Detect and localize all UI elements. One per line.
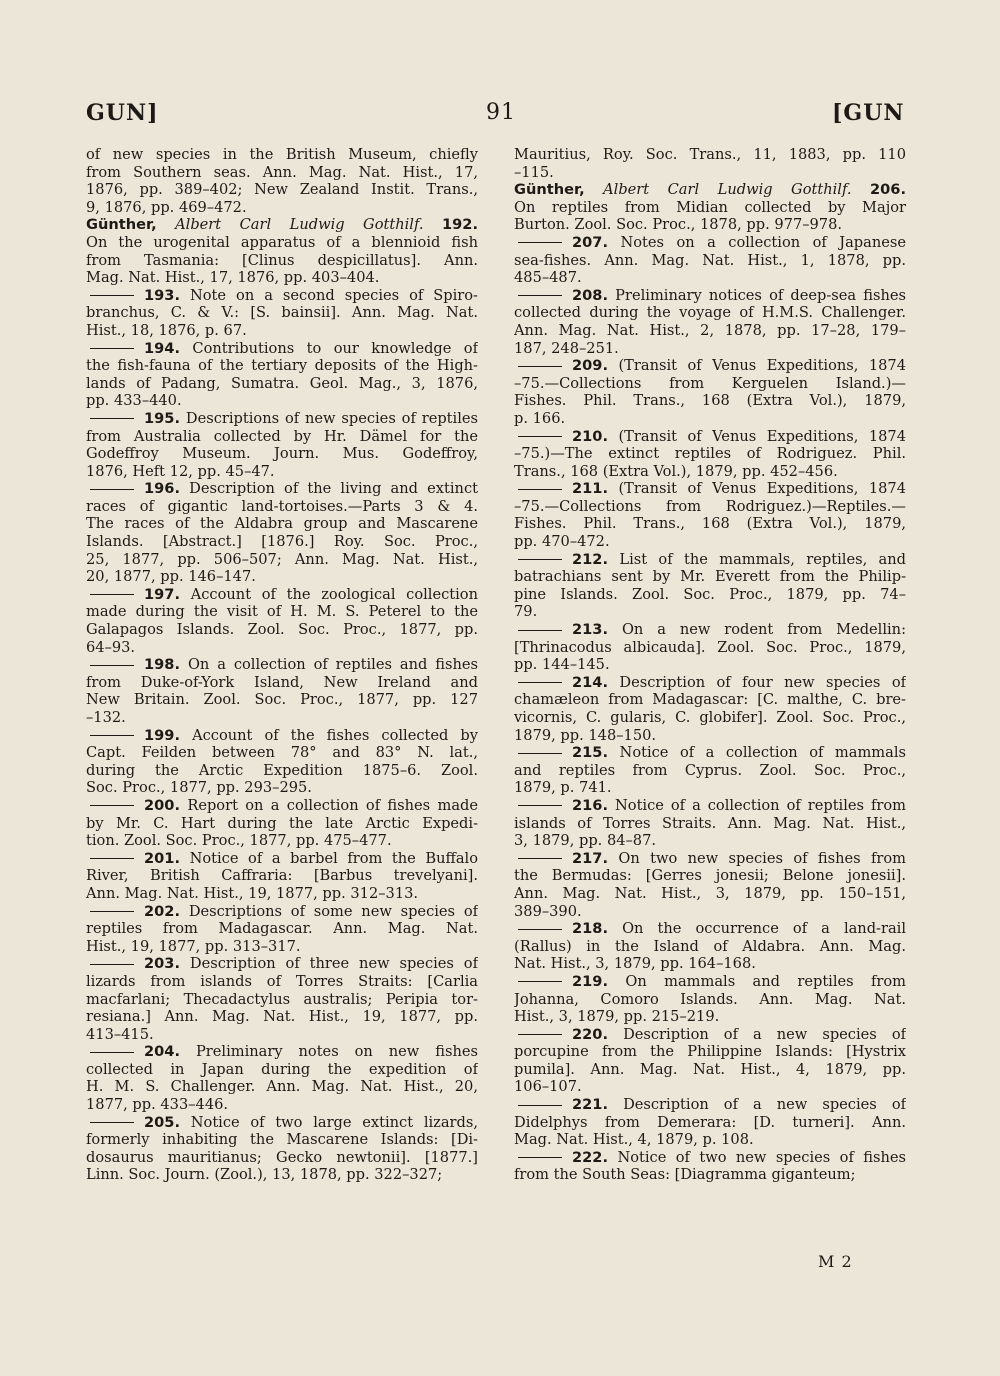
entry-line: made during the visit of H. M. S. Peterel to the: [86, 603, 478, 621]
ditto-rule: [518, 489, 562, 490]
running-head-right: [GUN: [832, 100, 905, 126]
ditto-rule: [90, 911, 134, 912]
ditto-rule: [518, 682, 562, 683]
entry-number: 193.: [144, 286, 181, 304]
entry-line: –75.)—The extinct reptiles of Rodriguez. Phil.: [514, 445, 906, 463]
entry-title-start: On the occurrence of a land-rail: [622, 920, 906, 938]
entry-line: by Mr. C. Hart during the late Arctic Expedi-: [86, 814, 478, 832]
entry-number: 201.: [144, 849, 181, 867]
ditto-rule: [518, 981, 562, 982]
entry-line: On reptiles from Midian collected by Major: [514, 198, 906, 216]
entry-line: Soc. Proc., 1877, pp. 293–295.: [86, 779, 312, 797]
entry-heading: [86, 1114, 478, 1132]
bibliography-entry: [514, 973, 906, 1026]
bibliography-entry: [514, 674, 906, 744]
entry-title-start: Description of a new species of: [623, 1096, 906, 1114]
entry-title-start: List of the mammals, reptiles, and: [619, 550, 906, 568]
entry-title-start: (Transit of Venus Expeditions, 1874: [618, 427, 906, 445]
entry-line: resiana.] Ann. Mag. Nat. Hist., 19, 1877, pp.: [86, 1008, 478, 1026]
ditto-rule: [90, 1122, 134, 1123]
entry-line: branchus, C. & V.: [S. bainsii]. Ann. Mag. Nat.: [86, 304, 478, 322]
entry-line: formerly inhabiting the Mascarene Islands: [Di-: [86, 1131, 478, 1149]
ditto-rule: [90, 295, 134, 296]
entry-number: 212.: [572, 550, 609, 568]
entry-heading: [514, 674, 906, 692]
entry-line: 25, 1877, pp. 506–507; Ann. Mag. Nat. Hist.,: [86, 550, 478, 568]
bibliography-entry: [86, 586, 478, 656]
entry-line: the fish-fauna of the tertiary deposits of the High-: [86, 357, 478, 375]
entry-line: Didelphys from Demerara: [D. turneri]. Ann.: [514, 1113, 906, 1131]
entry-line: of new species in the British Museum, chiefly: [86, 146, 478, 163]
entry-heading: [86, 480, 478, 498]
entry-line: (Rallus) in the Island of Aldabra. Ann. Mag.: [514, 937, 906, 955]
entry-line: New Britain. Zool. Soc. Proc., 1877, pp. 127: [86, 691, 478, 709]
bibliography-entry: [514, 357, 906, 427]
author-surname: Günther,: [514, 181, 585, 199]
entry-number: 210.: [572, 427, 609, 445]
entry-line: porcupine from the Philippine Islands: [Hystrix: [514, 1043, 906, 1061]
entry-line: Fishes. Phil. Trans., 168 (Extra Vol.), 1879,: [514, 515, 906, 533]
entry-heading: [514, 973, 906, 991]
entry-number: 219.: [572, 972, 609, 990]
entry-title-start: Notice of a collection of reptiles from: [615, 796, 906, 814]
bibliography-entry: [86, 903, 478, 956]
entry-line: H. M. S. Challenger. Ann. Mag. Nat. Hist., 20,: [86, 1078, 478, 1096]
entry-title-start: Notes on a collection of Japanese: [620, 233, 906, 251]
bibliography-entry: [514, 621, 906, 674]
bibliography-entry: [86, 797, 478, 850]
entry-line: Mag. Nat. Hist., 4, 1879, p. 108.: [514, 1131, 754, 1149]
entry-title-start: Preliminary notes on new fishes: [195, 1043, 478, 1061]
entry-heading: [86, 850, 478, 868]
entry-title-start: (Transit of Venus Expeditions, 1874: [618, 480, 906, 498]
bibliography-entry: [86, 850, 478, 903]
entry-line: 64–93.: [86, 638, 136, 656]
entry-line: during the Arctic Expedition 1875–6. Zool.: [86, 761, 478, 779]
entry-line: –75.—Collections from Kerguelen Island.)—: [514, 374, 906, 392]
entry-line: 1879, p. 741.: [514, 779, 612, 797]
entry-number: 199.: [144, 726, 181, 744]
entry-line: 106–107.: [514, 1078, 582, 1096]
ditto-rule: [90, 418, 134, 419]
entry-number: 213.: [572, 621, 609, 639]
page-number: 91: [486, 100, 516, 125]
entry-line: Trans., 168 (Extra Vol.), 1879, pp. 452–456.: [514, 462, 838, 480]
entry-line: Hist., 3, 1879, pp. 215–219.: [514, 1008, 720, 1026]
entry-heading: [514, 357, 906, 375]
entry-line: Godeffroy Museum. Journ. Mus. Godeffroy,: [86, 445, 478, 463]
entry-line: Nat. Hist., 3, 1879, pp. 164–168.: [514, 955, 756, 973]
entry-title-start: On mammals and reptiles from: [625, 972, 906, 990]
entry-line: from the South Seas: [Diagramma giganteum;: [514, 1166, 856, 1184]
entry-line: Mauritius, Roy. Soc. Trans., 11, 1883, pp. 110: [514, 146, 906, 163]
bibliography-entry: [86, 1114, 478, 1184]
entry-number: 200.: [144, 796, 181, 814]
entry-number: 194.: [144, 339, 181, 357]
entry-line: Islands. [Abstract.] [1876.] Roy. Soc. Proc.,: [86, 533, 478, 551]
entry-title-start: On a new rodent from Medellin:: [621, 621, 906, 639]
entry-line: pp. 470–472.: [514, 533, 610, 551]
entry-number: 202.: [144, 902, 181, 920]
ditto-rule: [518, 559, 562, 560]
bibliography-entry: [86, 340, 478, 410]
author-surname: Günther,: [86, 216, 157, 234]
entry-line: 1876, pp. 389–402; New Zealand Instit. Trans.,: [86, 181, 478, 199]
entry-number: 198.: [144, 656, 181, 674]
entry-number: 218.: [572, 920, 609, 938]
entry-line: and reptiles from Cyprus. Zool. Soc. Proc.,: [514, 761, 906, 779]
entry-title-start: Account of the zoological collection: [190, 585, 478, 603]
entry-line: –132.: [86, 709, 126, 726]
entry-number: 211.: [572, 480, 609, 498]
entry-heading: [86, 1043, 478, 1061]
entry-heading: [86, 797, 478, 815]
bibliography-entry: [86, 480, 478, 586]
entry-heading: [514, 428, 906, 446]
ditto-rule: [90, 735, 134, 736]
entry-line: batrachians sent by Mr. Everett from the Philip-: [514, 568, 906, 586]
entry-line: 1876, Heft 12, pp. 45–47.: [86, 462, 275, 480]
entry-heading: [514, 621, 906, 639]
entry-heading: [514, 287, 906, 305]
entry-number: 203.: [144, 955, 181, 973]
entry-line: pp. 144–145.: [514, 656, 610, 674]
entry-title-start: Description of four new species of: [619, 673, 906, 691]
entry-title-start: On a collection of reptiles and fishes: [187, 656, 478, 674]
bibliography-entry: [514, 850, 906, 920]
ditto-rule: [90, 858, 134, 859]
entry-title-start: Notice of a collection of mammals: [619, 744, 906, 762]
bibliography-entry: [86, 410, 478, 480]
entry-title-start: On two new species of fishes from: [618, 849, 906, 867]
entry-heading: [514, 850, 906, 868]
bibliography-entry: [514, 287, 906, 357]
bibliography-entry: [514, 744, 906, 797]
signature-mark: M 2: [818, 1252, 853, 1271]
entry-line: p. 166.: [514, 409, 566, 427]
ditto-rule: [90, 594, 134, 595]
entry-heading: [514, 797, 906, 815]
ditto-rule: [90, 348, 134, 349]
entry-number: 217.: [572, 849, 609, 867]
entry-heading: [86, 656, 478, 674]
entry-line: Galapagos Islands. Zool. Soc. Proc., 1877, pp.: [86, 621, 478, 639]
entry-title-start: Report on a collection of fishes made: [187, 796, 478, 814]
entry-number: 215.: [572, 744, 609, 762]
entry-line: 20, 1877, pp. 146–147.: [86, 568, 256, 586]
entry-title-start: Notice of two new species of fishes: [617, 1148, 906, 1166]
entry-heading: [514, 1149, 906, 1167]
ditto-rule: [518, 1105, 562, 1106]
entry-heading: [514, 234, 906, 252]
entry-number: 208.: [572, 286, 609, 304]
entry-line: River, British Caffraria: [Barbus trevelyani].: [86, 867, 478, 885]
ditto-rule: [90, 964, 134, 965]
entry-title-start: Account of the fishes collected by: [192, 726, 478, 744]
entry-heading: [86, 287, 478, 305]
bibliography-entry: [86, 727, 478, 797]
entry-line: from Tasmania: [Clinus despicillatus]. Ann.: [86, 251, 478, 269]
entry-heading: [514, 551, 906, 569]
entry-line: pumila]. Ann. Mag. Nat. Hist., 4, 1879, pp.: [514, 1060, 906, 1078]
entry-title-start: Note on a second species of Spiro-: [190, 286, 478, 304]
entry-heading: [514, 1096, 906, 1114]
ditto-rule: [518, 242, 562, 243]
ditto-rule: [518, 929, 562, 930]
entry-line: 389–390.: [514, 902, 582, 920]
entry-heading: [514, 744, 906, 762]
entry-line: The races of the Aldabra group and Mascarene: [86, 515, 478, 533]
entry-line: collected during the voyage of H.M.S. Challenger.: [514, 304, 906, 322]
entry-heading: [86, 410, 478, 428]
entry-line: 485–487.: [514, 269, 582, 287]
entry-number: 204.: [144, 1043, 181, 1061]
entry-line: 413–415.: [86, 1025, 154, 1043]
entry-line: tion. Zool. Soc. Proc., 1877, pp. 475–477.: [86, 832, 392, 850]
bibliography-entry: [86, 1043, 478, 1113]
entry-line: from Australia collected by Hr. Dämel for the: [86, 427, 478, 445]
entry-number: 216.: [572, 796, 609, 814]
bibliography-entry: [86, 146, 478, 216]
ditto-rule: [518, 1157, 562, 1158]
entry-line: Linn. Soc. Journ. (Zool.), 13, 1878, pp. 322–327;: [86, 1166, 443, 1184]
entry-line: Ann. Mag. Nat. Hist., 19, 1877, pp. 312–313.: [86, 884, 419, 902]
author-given-names: Albert Carl Ludwig Gotthilf.: [175, 216, 424, 234]
entry-line: islands of Torres Straits. Ann. Mag. Nat. Hist.,: [514, 814, 906, 832]
entry-line: reptiles from Madagascar. Ann. Mag. Nat.: [86, 920, 478, 938]
entry-heading: [86, 727, 478, 745]
entry-number: 196.: [144, 480, 181, 498]
entry-line: 9, 1876, pp. 469–472.: [86, 198, 247, 216]
entry-title-start: Descriptions of new species of reptiles: [185, 409, 478, 427]
bibliography-entry: [86, 955, 478, 1043]
entry-title-start: Notice of two large extinct lizards,: [190, 1113, 478, 1131]
entry-number: 205.: [144, 1113, 181, 1131]
entry-line: Burton. Zool. Soc. Proc., 1878, pp. 977–978.: [514, 216, 843, 234]
bibliography-entry: [514, 146, 906, 181]
entry-line: races of gigantic land-tortoises.—Parts 3 & 4.: [86, 497, 478, 515]
ditto-rule: [90, 665, 134, 666]
entry-line: –115.: [514, 163, 554, 181]
entry-line: macfarlani; Thecadactylus australis; Peripia tor-: [86, 990, 478, 1008]
ditto-rule: [90, 1052, 134, 1053]
ditto-rule: [518, 366, 562, 367]
entry-number: 222.: [572, 1148, 609, 1166]
entry-title-start: Contributions to our knowledge of: [192, 339, 478, 357]
ditto-rule: [518, 858, 562, 859]
entry-number: 220.: [572, 1025, 609, 1043]
entry-heading: [514, 181, 906, 199]
bibliography-entry: [86, 287, 478, 340]
entry-line: [Thrinacodus albicauda]. Zool. Soc. Proc., 1879,: [514, 638, 906, 656]
entry-title-start: (Transit of Venus Expeditions, 1874: [618, 357, 906, 375]
entry-line: Ann. Mag. Nat. Hist., 2, 1878, pp. 17–28, 179–: [514, 321, 906, 339]
entry-line: vicornis, C. gularis, C. globifer]. Zool. Soc. Proc.,: [514, 709, 906, 726]
entry-title-start: Description of the living and extinct: [189, 480, 478, 498]
entry-line: Hist., 18, 1876, p. 67.: [86, 321, 247, 339]
entry-heading: [86, 340, 478, 358]
entry-title-start: Preliminary notices of deep-sea fishes: [615, 286, 906, 304]
entry-number: 214.: [572, 673, 609, 691]
bibliography-entry: [514, 428, 906, 481]
entry-number: 195.: [144, 409, 181, 427]
entry-line: Ann. Mag. Nat. Hist., 3, 1879, pp. 150–151,: [514, 884, 906, 902]
bibliography-entry: [514, 181, 906, 234]
ditto-rule: [90, 805, 134, 806]
entry-number: 209.: [572, 357, 609, 375]
entry-line: Fishes. Phil. Trans., 168 (Extra Vol.), 1879,: [514, 392, 906, 410]
entry-line: 1877, pp. 433–446.: [86, 1096, 229, 1114]
entry-line: pp. 433–440.: [86, 392, 182, 410]
entry-number: 221.: [572, 1096, 609, 1114]
entry-line: Hist., 19, 1877, pp. 313–317.: [86, 937, 301, 955]
ditto-rule: [518, 753, 562, 754]
entry-heading: [514, 920, 906, 938]
entry-title-start: Notice of a barbel from the Buffalo: [189, 849, 478, 867]
entry-number: 206.: [870, 181, 906, 199]
bibliography-entry: [514, 920, 906, 973]
ditto-rule: [518, 436, 562, 437]
entry-line: lands of Padang, Sumatra. Geol. Mag., 3, 1876,: [86, 374, 478, 392]
left-column: [86, 146, 478, 1184]
entry-heading: [86, 903, 478, 921]
entry-line: On the urogenital apparatus of a blennioid fish: [86, 233, 478, 251]
entry-number: 207.: [572, 233, 609, 251]
entry-line: dosaurus mauritianus; Gecko newtonii]. [1877.]: [86, 1148, 478, 1166]
entry-heading: [514, 1026, 906, 1044]
entry-line: from Southern seas. Ann. Mag. Nat. Hist., 17,: [86, 163, 478, 181]
entry-line: Johanna, Comoro Islands. Ann. Mag. Nat.: [514, 990, 906, 1008]
entry-line: 3, 1879, pp. 84–87.: [514, 832, 657, 850]
entry-title-start: Description of a new species of: [623, 1025, 906, 1043]
ditto-rule: [518, 630, 562, 631]
entry-line: chamæleon from Madagascar: [C. malthe, C. bre-: [514, 691, 906, 709]
bibliography-entry: [514, 480, 906, 550]
entry-line: lizards from islands of Torres Straits: [Carlia: [86, 972, 478, 990]
ditto-rule: [518, 805, 562, 806]
ditto-rule: [90, 489, 134, 490]
entry-line: 187, 248–251.: [514, 339, 619, 357]
author-given-names: Albert Carl Ludwig Gotthilf.: [603, 181, 852, 199]
entry-line: Capt. Feilden between 78° and 83° N. lat.,: [86, 744, 478, 762]
entry-line: –75.—Collections from Rodriguez.)—Reptiles.—: [514, 497, 906, 515]
entry-heading: [86, 216, 478, 234]
bibliography-entry: [86, 216, 478, 286]
ditto-rule: [518, 295, 562, 296]
bibliography-entry: [514, 551, 906, 621]
entry-number: 197.: [144, 585, 181, 603]
entry-line: 1879, pp. 148–150.: [514, 726, 657, 744]
right-column: [514, 146, 906, 1184]
entry-line: the Bermudas: [Gerres jonesii; Belone jonesii].: [514, 867, 906, 885]
bibliography-entry: [514, 1149, 906, 1184]
entry-line: sea-fishes. Ann. Mag. Nat. Hist., 1, 1878, pp.: [514, 251, 906, 269]
entry-line: pine Islands. Zool. Soc. Proc., 1879, pp. 74–: [514, 585, 906, 603]
ditto-rule: [518, 1034, 562, 1035]
bibliography-entry: [514, 797, 906, 850]
entry-number: 192.: [442, 216, 478, 234]
bibliography-entry: [514, 1026, 906, 1096]
entry-line: 79.: [514, 603, 538, 621]
bibliography-entry: [514, 234, 906, 287]
bibliography-entry: [514, 1096, 906, 1149]
entry-heading: [86, 586, 478, 604]
entry-title-start: Descriptions of some new species of: [188, 902, 478, 920]
entry-heading: [86, 955, 478, 973]
running-head-left: GUN]: [86, 100, 159, 126]
entry-line: collected in Japan during the expedition of: [86, 1060, 478, 1078]
entry-line: Mag. Nat. Hist., 17, 1876, pp. 403–404.: [86, 269, 380, 287]
entry-line: from Duke-of-York Island, New Ireland and: [86, 673, 478, 691]
bibliography-entry: [86, 656, 478, 726]
entry-heading: [514, 480, 906, 498]
entry-title-start: Description of three new species of: [189, 955, 478, 973]
